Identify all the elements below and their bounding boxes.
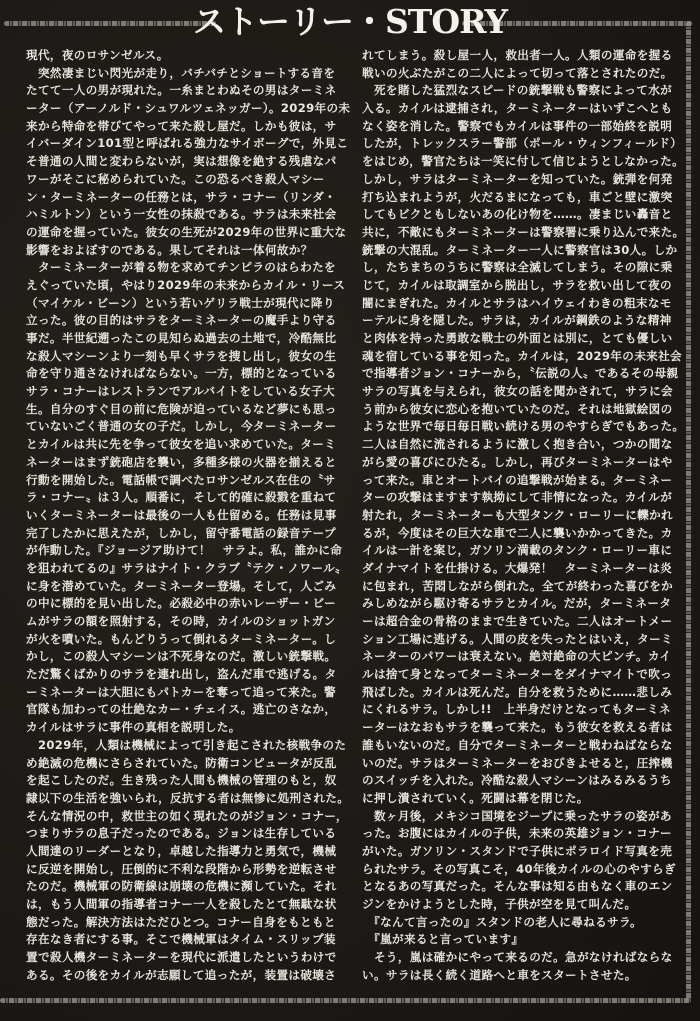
story-text-line: ジンをかけようとした時，子供が空を見て叫んだ。 xyxy=(362,897,637,911)
story-text-line: ワーがそこに秘められていた。この恐るべき殺人マシー xyxy=(26,171,325,186)
story-text-line: ション工場に逃げる。人間の皮を失ったとはいえ，ターミ xyxy=(362,631,674,646)
story-text-line: たてて一人の男が現れた。一糸まとわぬその男はターミネ xyxy=(26,83,337,98)
story-text-line: う前から彼女に恋心を抱いていたのだ。それは地獄絵図の xyxy=(362,401,673,416)
story-text-line: 来から特命を帯びてやって来た殺し屋だ。しかも彼は，サ xyxy=(26,118,337,133)
story-text-line: ーは超合金の骨格のままで生きていた。二人はオートメー xyxy=(362,614,673,628)
story-column-left xyxy=(26,47,351,984)
story-text-line: 隷以下の生活を強いられ，反抗する者は無惨に処刑された。 xyxy=(26,790,350,805)
story-text-line: 銃撃の大混乱。ターミネーター一人に警察官は30人。しか xyxy=(362,242,678,257)
story-text-line: に押し潰されていく。死闘は幕を閉じた。 xyxy=(362,790,589,805)
story-text-line: 打ち込まれようが，火だるまになっても，車ごと壁に激突 xyxy=(362,189,673,204)
story-text-line: ネーターのパワーは衰えない。絶対絶命の大ピンチ。カイ xyxy=(362,649,672,664)
story-text-line: カイルはサラに事件の真相を説明した。 xyxy=(26,720,241,735)
story-text-line: った。お腹にはカイルの子供，未来の英雄ジョン・コナー xyxy=(362,826,672,841)
story-text-line: と肉体を持った勇敢な戦士の外面とは別に，とても優しい xyxy=(362,331,673,345)
story-text-line: 数ヶ月後，メキシコ国境をジープに乗ったサラの姿があ xyxy=(362,808,672,823)
story-text-line: のスイッチを入れた。冷酷な殺人マシーンはみるみるうち xyxy=(362,773,672,788)
story-text-line: の中に標的を見い出した。必殺必中の赤いレーザー・ビー xyxy=(26,596,337,611)
story-text-line: 『嵐が来ると言っています』 xyxy=(362,932,524,947)
story-text-line: 魂を宿している事を知った。カイルは，2029年の未来社会 xyxy=(362,348,682,363)
story-text-line: 飛ばした。カイルは死んだ。自分を救うために……悲しみ xyxy=(362,684,673,699)
story-text-line: みしめながら駆け寄るサラとカイル。だが，ターミネータ xyxy=(362,596,672,611)
story-text-line: は，もう人間軍の指導者コナー一人を殺したとて無駄な状 xyxy=(26,897,337,911)
story-text-line: 戦いの火ぶたがこの二人によって切って落とされたのだ。 xyxy=(362,65,673,80)
story-text-line: サラの写真を与えられ，彼女の話を聞かされて，サラに会 xyxy=(362,384,674,399)
story-text-line: が火を噴いた。もんどりうって倒れるターミネーター。し xyxy=(26,631,337,646)
story-text-line: 2029年，人類は機械によって引き起こされた核戦争のた xyxy=(26,737,347,752)
story-text-line: って来た。車とオートバイの追撃戦が始まる。ターミネー xyxy=(362,472,673,487)
story-text-line: 闇にまぎれた。カイルとサラはハイウェイわきの粗末なモ xyxy=(362,295,672,310)
story-text-line: えぐっていた頃，やはり2029年の未来からカイル・リース xyxy=(26,277,346,292)
story-text-line: とカイルは共に先を争って彼女を追い求めていた。ターミ xyxy=(26,437,337,452)
story-text-line: 入る。カイルは逮捕され，ターミネーターはいずこへとも xyxy=(362,101,673,116)
story-text-line: （マイケル・ビーン）という若いゲリラ戦士が現代に降り xyxy=(26,295,335,310)
story-text-line: ような世界で毎日毎日戦い続ける男のやすらぎでもあった。 xyxy=(362,419,685,434)
story-text-line: 事だ。半世紀遡ったこの見知らぬ過去の土地で，冷酷無比 xyxy=(26,331,337,345)
story-text-line: め絶滅の危機にさらされていた。防衛コンピュータが反乱 xyxy=(26,755,337,770)
story-text-line: 命を守り通さなければならない。一方，標的となっている xyxy=(26,366,337,381)
page-title: ストーリー・STORY xyxy=(192,2,508,41)
story-text-line: 生。自分のすぐ目の前に危険が迫っているなど夢にも思っ xyxy=(26,401,337,416)
story-text-line: い。サラは長く続く道路へと車をスタートさせた。 xyxy=(362,967,637,982)
story-text-line: ーター（アーノルド・シュワルツェネッガー）。2029年の未 xyxy=(26,101,351,116)
story-text-line: がいた。ガソリン・スタンドで子供にポラロイド写真を売 xyxy=(362,843,673,858)
story-text-line: 二人は自然に流されるように激しく抱き合い，つかの間な xyxy=(362,437,673,452)
story-text-line: られたサラ。その写真こそ，40年後カイルの心のやすらぎ xyxy=(362,861,676,876)
story-text-line: 突然凄まじい閃光が走り，バチバチとショートする音を xyxy=(26,65,336,80)
story-text-line: そう，嵐は確かにやって来るのだ。急がなければならな xyxy=(362,950,673,965)
story-text-line: を起こしたのだ。生き残った人間も機械の管理のもと，奴 xyxy=(26,773,337,788)
story-column-right xyxy=(362,47,685,984)
story-text-line: な殺人マシーンより一刻も早くサラを捜し出し，彼女の生 xyxy=(26,348,337,363)
story-text-line: ある。その後をカイルが志願して追ったが，装置は破壊さ xyxy=(26,967,337,982)
story-text-line: 共に，不敵にもターミネーターは警察署に乗り込んで来た。 xyxy=(362,224,685,239)
story-text-line: ハミルトン）という一女性の抹殺である。サラは未来社会 xyxy=(26,207,337,222)
story-text-line: かし，この殺人マシーンは不死身なのだ。激しい銃撃戦。 xyxy=(26,649,337,664)
story-text-line: がら愛の喜びにひたる。しかし，再びターミネーターはや xyxy=(362,454,673,469)
story-text-line: 影響をおよぼすのである。果してそれは一体何故か？ xyxy=(26,242,313,257)
story-text-line: し，たちまちのうちに警察は全滅してしまう。その隙に乗 xyxy=(362,260,673,275)
story-text-line: じて，カイルは取調室から脱出し，サラを救い出して夜の xyxy=(362,277,672,292)
story-text-line: いくターミネーターは最後の一人も仕留める。任務は見事 xyxy=(26,507,337,522)
story-text-line: に包まれ，苦悶しながら倒れた。全てが終わった喜びをか xyxy=(362,578,674,593)
story-text-line: 置で殺人機ターミネーターを現代に派遣したというわけで xyxy=(26,950,337,965)
story-text-line: で指導者ジョン・コナーから，〝伝説の人〟であるその母親 xyxy=(362,366,679,381)
story-text-line: ラ・コナー〟は３人。順番に，そして的確に殺戮を重ねて xyxy=(26,490,337,505)
story-text-line: ーテルに身を隠した。サラは，カイルが鋼鉄のような精神 xyxy=(362,313,672,328)
story-text-line: たのだ。機械軍の防衛線は崩壊の危機に瀕していた。それ xyxy=(26,879,337,894)
story-text-line: つまりサラの息子だったのである。ジョンは生存している xyxy=(26,826,337,841)
story-text-line: れてしまう。殺し屋一人，救出者一人。人類の運命を握る xyxy=(362,48,673,62)
story-text-line: ムがサラの額を照射する，その時，カイルのショットガン xyxy=(26,614,336,628)
story-text-line: 立った。彼の目的はサラをターミネーターの魔手より守る xyxy=(26,313,337,328)
story-text-line: 死を賭した猛烈なスピードの銃撃戦も警察によって水が xyxy=(362,83,673,98)
story-text-line: イバーダイン101型と呼ばれる強力なサイボーグで，外見こ xyxy=(26,136,349,151)
story-text-line: 『なんて言ったの』スタンドの老人に尋ねるサラ。 xyxy=(362,914,642,929)
story-text-line: 現代，夜のロサンゼルス。 xyxy=(26,48,169,62)
story-text-line: となるあの写真だった。そんな事は知る由もなく車のエン xyxy=(362,879,673,894)
story-text-line: 官隊も加わっての壮絶なカー・チェイス。逃亡のさなか， xyxy=(26,702,337,717)
story-text-line: を狙われてるの』サラはナイト・クラブ〝テク・ノワール〟 xyxy=(26,560,347,575)
story-text-line: イルは一計を案じ，ガソリン満載のタンク・ローリー車に xyxy=(362,543,673,558)
story-text-line: 行動を開始した。電話帳で調べたロサンゼルス在住の〝サ xyxy=(26,472,336,487)
story-text-line: ダイナマイトを仕掛ける。大爆発！ ターミネーターは炎 xyxy=(362,560,673,575)
story-text-line: してもビクともしないあの化け物を……。凄まじい轟音と xyxy=(362,207,673,222)
chain-border-right xyxy=(686,21,691,1001)
story-text-line: にくれるサラ。しかし!! 上半身だけとなってもターミネ xyxy=(362,702,671,717)
story-text-line: いのだ。サラはターミネーターをおびきよせると，圧搾機 xyxy=(362,755,673,770)
story-text-line: ターミネーターが着る物を求めてチンピラのはらわたを xyxy=(26,260,336,275)
story-text-line: しかし，サラはターミネーターを知っていた。銃弾を何発 xyxy=(362,171,673,186)
story-text-line: 人間達のリーダーとなり，卓越した指導力と勇気で，機械 xyxy=(26,843,337,858)
story-text-line: に反逆を開始し，圧倒的に不利な段階から形勢を逆転させ xyxy=(26,861,337,876)
story-text-line: が作動した。『ジョージア助けて！ サラよ。私，誰かに命 xyxy=(26,543,343,558)
story-text-line: ただ驚くばかりのサラを連れ出し，盗んだ車で逃げる。タ xyxy=(26,667,337,682)
story-text-line: 誰もいないのだ。自分でターミネーターと戦わねばならな xyxy=(362,737,673,752)
story-text-line: そんな情況の中，救世主の如く現れたのがジョン・コナー， xyxy=(26,808,348,823)
story-text-line: ン・ターミネーターの任務とは，サラ・コナー（リンダ・ xyxy=(26,189,337,204)
story-text-line: ネーターはまず銃砲店を襲い，多種多様の火器を揃えると xyxy=(26,454,337,469)
story-text-line: ターの攻撃はますます執拗にして非情になった。カイルが xyxy=(362,490,673,505)
story-text-line: 態だった。解決方法はただひとつ。コナー自身をもともと xyxy=(26,914,336,929)
story-text-line: なく姿を消した。警察でもカイルは事件の一部始終を説明 xyxy=(362,118,673,133)
story-text-line: そ普通の人間と変わらないが，実は想像を絶する残虐なパ xyxy=(26,154,337,169)
story-text-line: 存在なき者にする事。そこで機械軍はタイム・スリップ装 xyxy=(26,932,336,947)
story-text-line: サラ・コナーはレストランでアルバイトをしている女子大 xyxy=(26,384,335,399)
chain-border-bottom xyxy=(0,998,691,1003)
story-text-line: ーミネーターは大胆にもパトカーを奪って追って来た。警 xyxy=(26,684,336,699)
story-text-line: 完了したかに思えたが，しかし，留守番電話の録音テープ xyxy=(26,525,336,540)
story-text-line: 射たれ，ターミネーターも大型タンク・ローリーに轢かれ xyxy=(362,507,674,522)
story-text-line: るが，今度はその巨大な車で二人に襲いかかってきた。カ xyxy=(362,525,673,540)
story-text-line: ていないごく普通の女の子だ。しかし，今ターミネーター xyxy=(26,419,337,434)
story-text-line: ーターはなおもサラを襲って来た。もう彼女を救える者は xyxy=(362,720,673,735)
story-text-line: をはじめ，警官たちは一笑に付して信じようとしなかった。 xyxy=(362,154,685,169)
story-text-line: したが，トレックスラー警部（ポール・ウィンフィールド） xyxy=(362,136,683,151)
story-text-line: に身を潜めていた。ターミネーター登場。そして，人ごみ xyxy=(26,578,337,593)
story-text-line: の運命を握っていた。彼女の生死が2029年の世界に重大な xyxy=(26,224,347,239)
story-text-line: ルは捨て身となってターミネーターをダイナマイトで吹っ xyxy=(362,667,673,682)
